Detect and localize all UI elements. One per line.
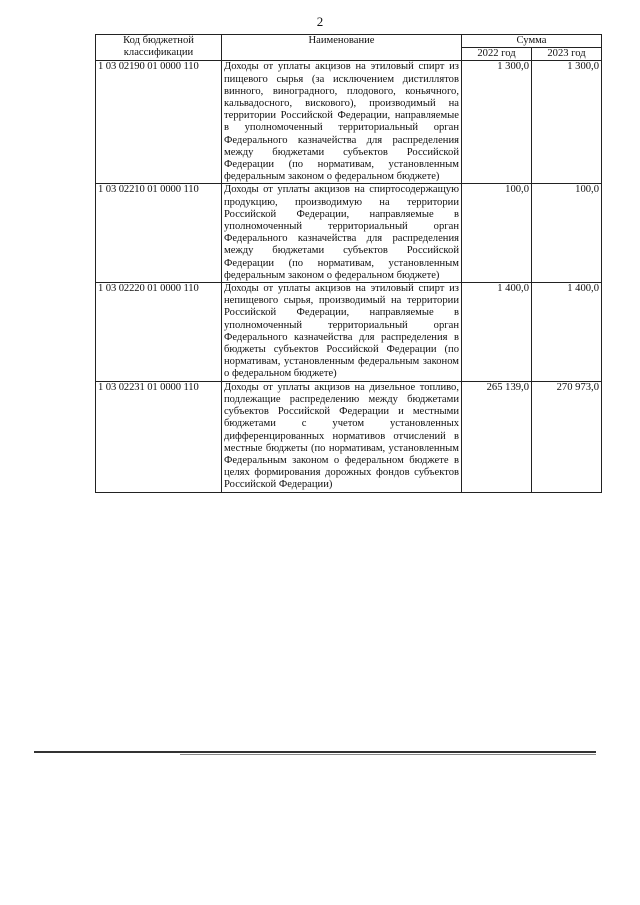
row-code: 1 03 02190 01 0000 110	[96, 61, 222, 184]
row-name: Доходы от уплаты акцизов на дизельное топливо, подлежащие распределению между бюджетами субъектов Российской Федерации и местными бюджетами с учетом установленных дифференцированных нормативов отчислений в местные бюджеты (по нормативам, установленным Федеральным законом о федеральном бюджете в целях формирования дорожных фондов субъектов Российской Федерации)	[222, 381, 462, 492]
row-amount-2023: 1 400,0	[532, 283, 602, 382]
header-sum: Сумма	[462, 35, 602, 48]
row-amount-2023: 100,0	[532, 184, 602, 283]
table-row	[96, 283, 602, 382]
header-year-2022: 2022 год	[462, 48, 532, 61]
row-amount-2022: 1 400,0	[462, 283, 532, 382]
page-divider-thin	[180, 754, 596, 755]
page-divider	[34, 751, 596, 753]
table-row	[96, 61, 602, 184]
row-amount-2023: 1 300,0	[532, 61, 602, 184]
row-name: Доходы от уплаты акцизов на этиловый спирт из непищевого сырья, производимый на территории Российской Федерации, направляемые в уполномоченный территориальный орган Федерального казначейства для распределения в бюджеты субъектов Российской Федерации (по нормативам, установленным федеральным законом о федеральном бюджете)	[222, 283, 462, 382]
row-code: 1 03 02231 01 0000 110	[96, 381, 222, 492]
header-year-2023: 2023 год	[532, 48, 602, 61]
page-number: 2	[316, 14, 324, 29]
row-amount-2022: 100,0	[462, 184, 532, 283]
row-name: Доходы от уплаты акцизов на спиртосодержащую продукцию, производимую на территории Российской Федерации, направляемые в уполномоченный территориальный орган Федерального казначейства для распределения между бюджетами субъектов Российской Федерации (по нормативам, установленным федеральным законом о федеральном бюджете)	[222, 184, 462, 283]
table-row	[96, 184, 602, 283]
header-code: Код бюджетной классификации	[96, 35, 222, 61]
table-row	[96, 381, 602, 492]
budget-revenue-table	[95, 34, 602, 493]
row-amount-2022: 1 300,0	[462, 61, 532, 184]
row-amount-2022: 265 139,0	[462, 381, 532, 492]
row-code: 1 03 02220 01 0000 110	[96, 283, 222, 382]
row-code: 1 03 02210 01 0000 110	[96, 184, 222, 283]
row-amount-2023: 270 973,0	[532, 381, 602, 492]
row-name: Доходы от уплаты акцизов на этиловый спирт из пищевого сырья (за исключением дистиллятов винного, виноградного, плодового, коньячного, кальвадосного, вискового), производимый на территории Российской Федерации, направляемые в уполномоченный территориальный орган Федерального казначейства для распределения между бюджетами субъектов Российской Федерации (по нормативам, установленным федеральным законом о федеральном бюджете)	[222, 61, 462, 184]
header-name: Наименование	[222, 35, 462, 61]
